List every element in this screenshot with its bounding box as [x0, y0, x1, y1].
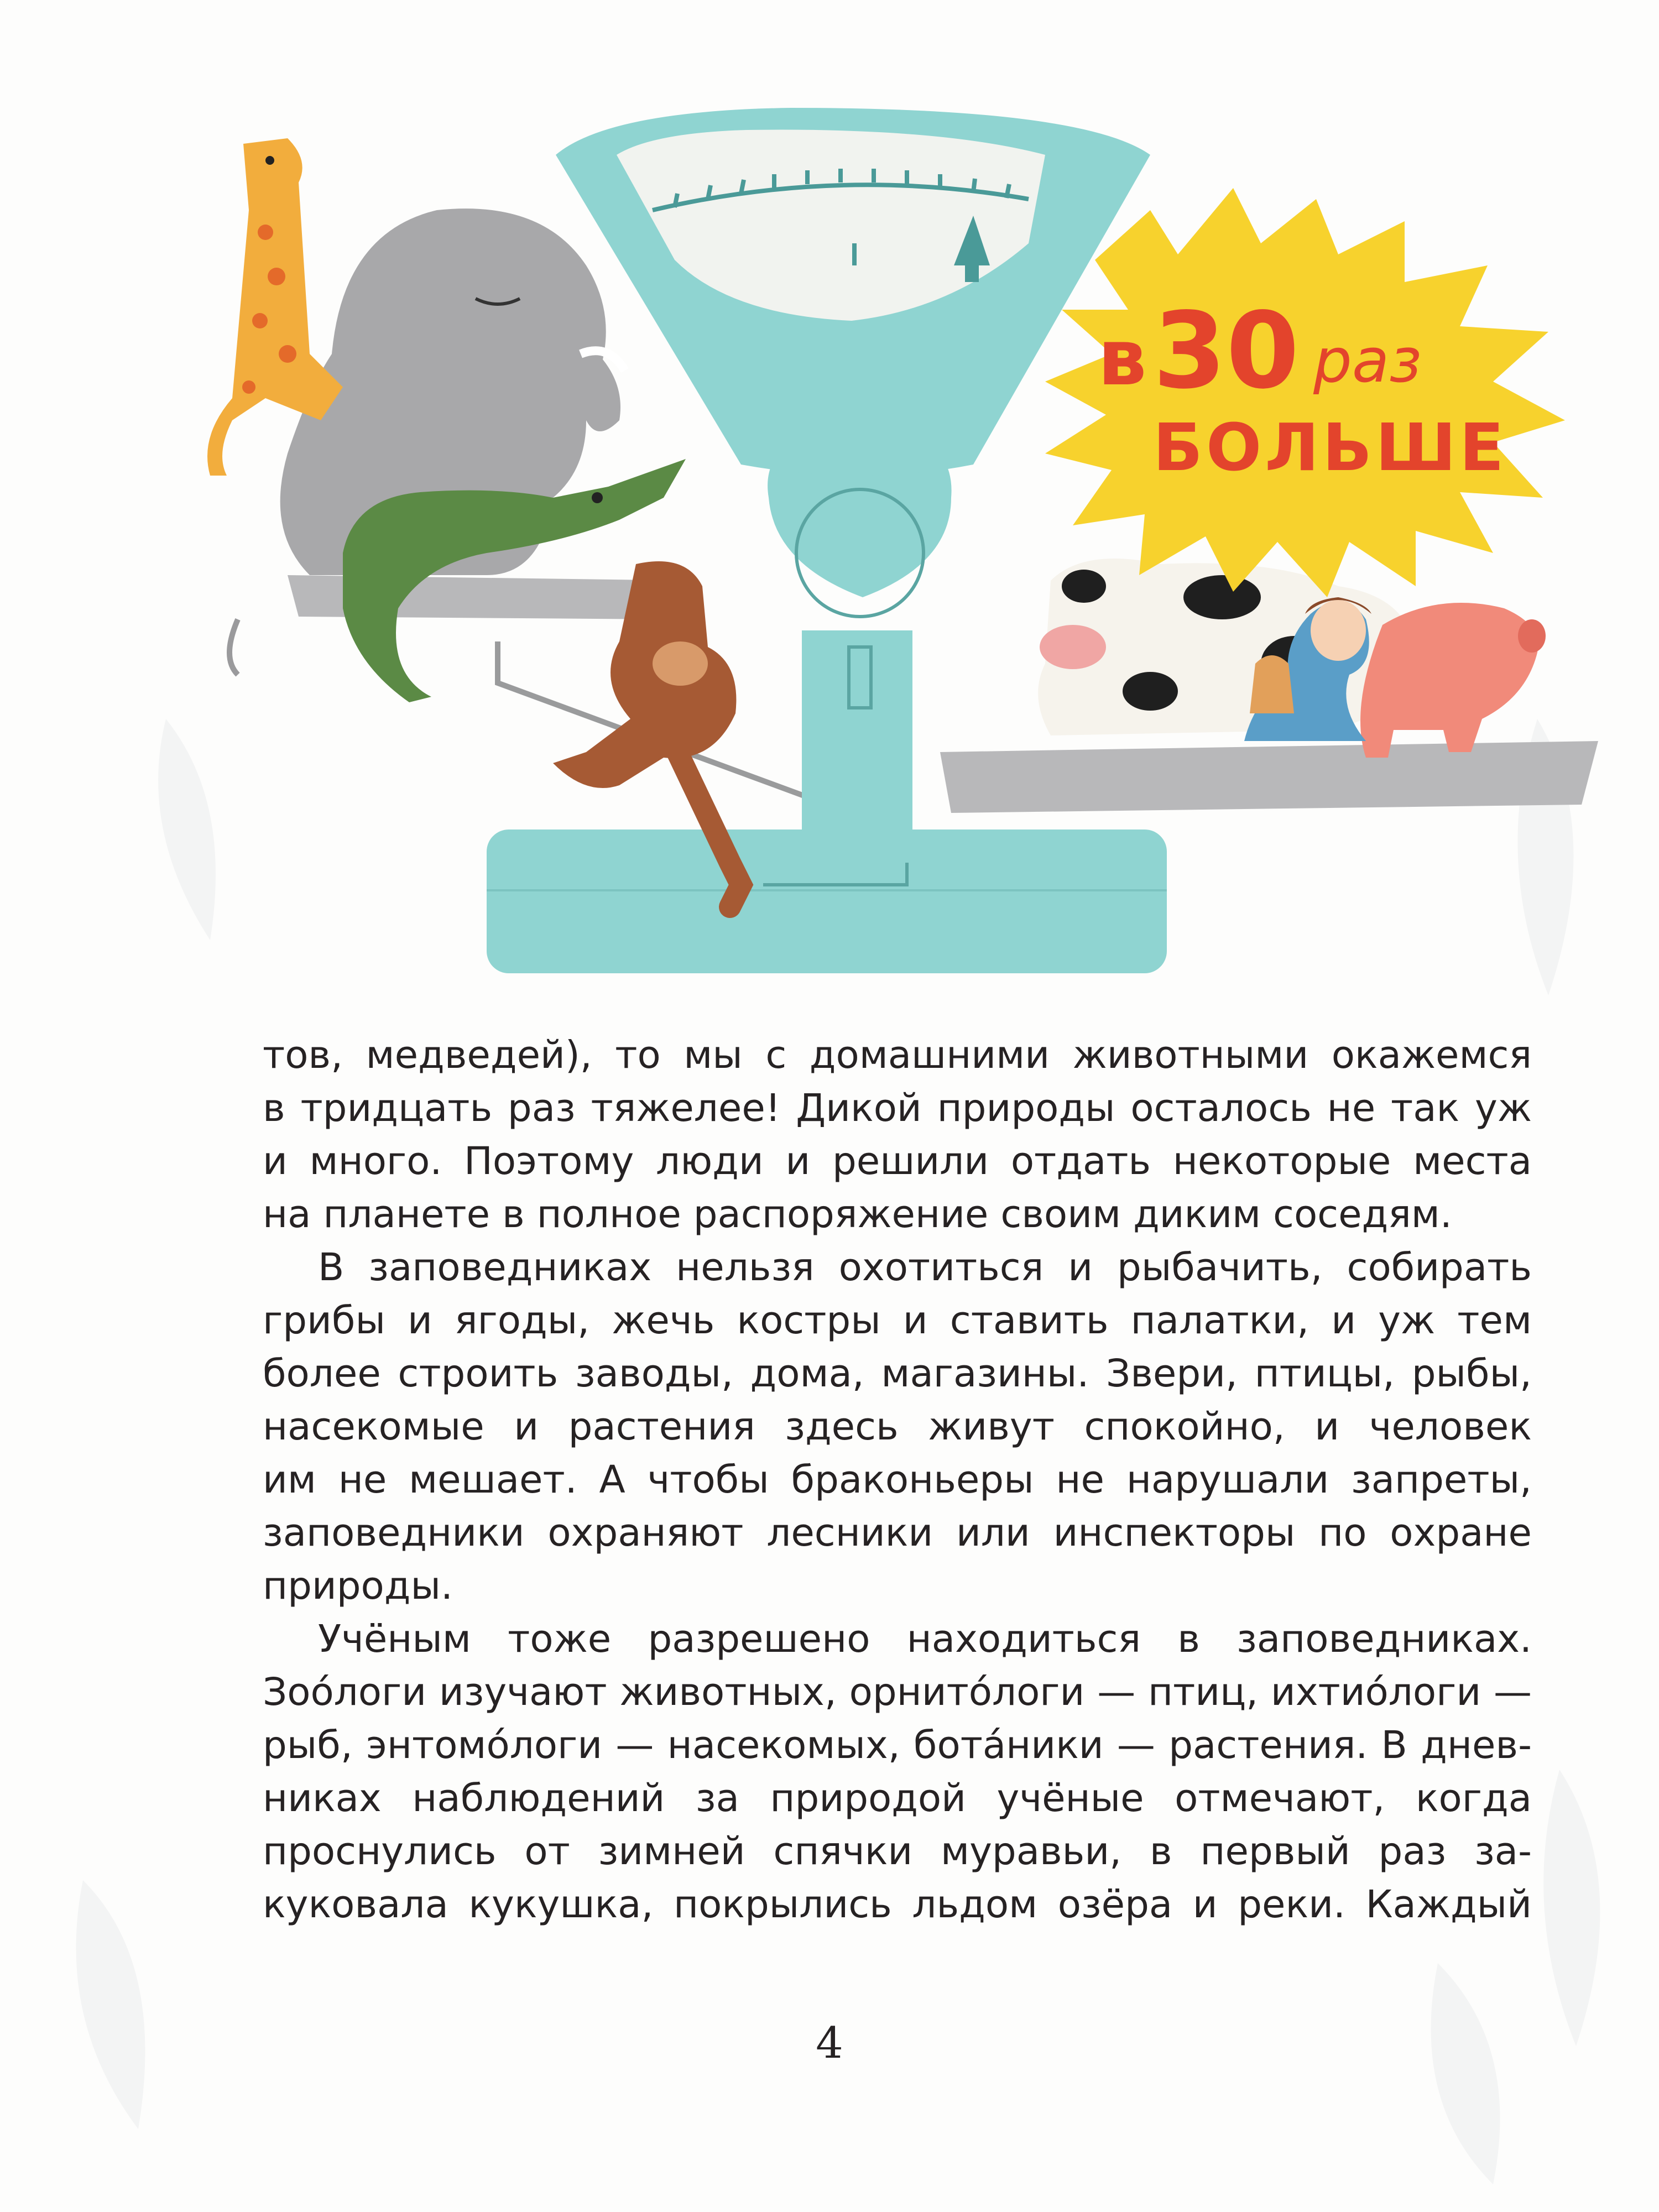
text-line: куковала кукушка, покрылись льдом озёра и реки. Каждый: [263, 1882, 1532, 1927]
text-line: заповедники охраняют лесники или инспекторы по охране: [263, 1511, 1532, 1555]
badge-line2: БОЛЬШЕ: [1153, 409, 1507, 486]
text-line: В заповедниках нельзя охотиться и рыбачить, собирать: [318, 1245, 1532, 1290]
text-line: на планете в полное распоряжение своим диким соседям.: [263, 1192, 1452, 1237]
text-line: рыб, энтомóлоги — насекомых, ботáники — растения. В днев-: [263, 1723, 1532, 1767]
text-line: проснулись от зимней спячки муравьи, в первый раз за-: [263, 1829, 1532, 1874]
text-line: насекомые и растения здесь живут спокойно, и человек: [263, 1405, 1532, 1449]
text-line: Учёным тоже разрешено находиться в заповедниках.: [318, 1617, 1532, 1661]
thirty-times-badge: [1045, 188, 1565, 597]
badge-suffix: раз: [1313, 325, 1422, 396]
text-line: им не мешает. А чтобы браконьеры не нарушали запреты,: [263, 1458, 1532, 1502]
text-line: Зоóлоги изучают животных, орнитóлоги — птиц, ихтиóлоги —: [263, 1670, 1532, 1714]
cat-figure: [1250, 655, 1294, 713]
right-pan: [940, 741, 1598, 813]
text-line: и много. Поэтому люди и решили отдать некоторые места: [263, 1139, 1532, 1183]
text-line: более строить заводы, дома, магазины. Звери, птицы, рыбы,: [263, 1352, 1532, 1396]
text-line: природы.: [263, 1564, 453, 1608]
badge-prefix: в: [1098, 313, 1147, 403]
scale-head: [556, 108, 1150, 476]
text-line: в тридцать раз тяжелее! Дикой природы осталось не так уж: [263, 1086, 1532, 1130]
pig-figure: [1360, 603, 1546, 758]
text-line: тов, медведей), то мы с домашними животными окажемся: [263, 1033, 1532, 1077]
text-line: грибы и ягоды, жечь костры и ставить палатки, и уж тем: [263, 1298, 1532, 1343]
scale-column: [768, 420, 951, 830]
scale-base: [487, 830, 1167, 973]
text-line: никах наблюдений за природой учёные отмечают, когда: [263, 1776, 1532, 1820]
page-number: 4: [816, 2018, 843, 2068]
body-text: [263, 1029, 1532, 1931]
badge-number: 30: [1153, 290, 1300, 412]
scale-illustration: [0, 0, 1659, 1023]
